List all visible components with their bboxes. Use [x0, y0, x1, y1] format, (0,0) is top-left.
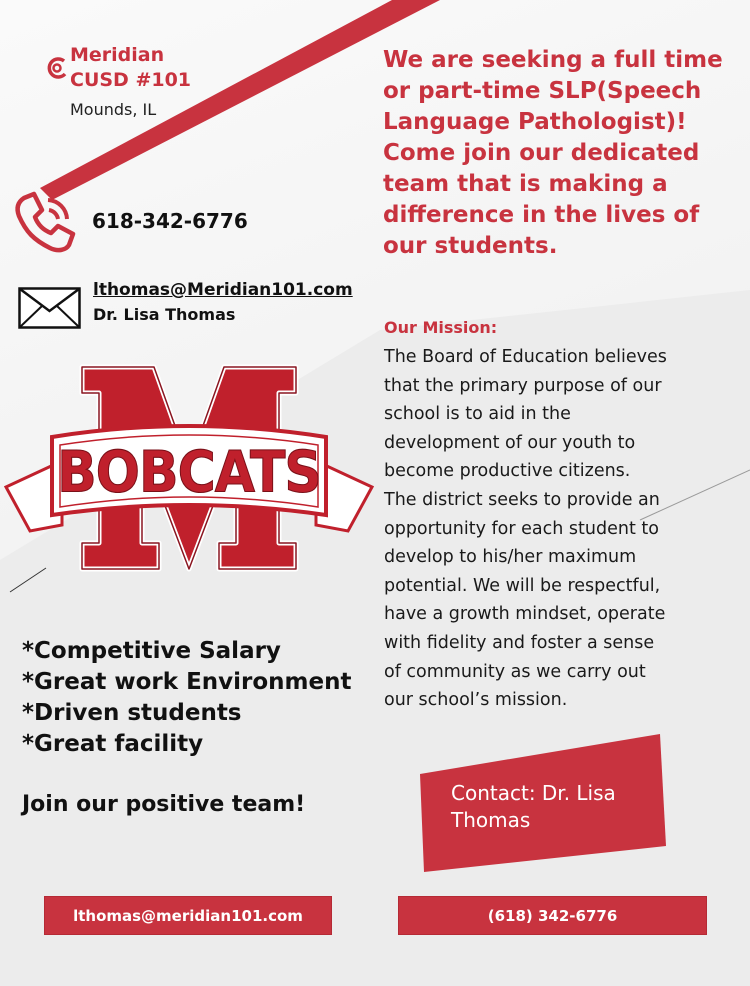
- headline-line: or part-time SLP(Speech: [383, 78, 702, 104]
- benefit-item: *Great facility: [22, 731, 204, 757]
- district-name-line2: CUSD #101: [70, 69, 192, 91]
- contact-name: Dr. Lisa Thomas: [93, 305, 236, 324]
- benefit-item: *Driven students: [22, 700, 242, 726]
- meridian-swirl-icon: [44, 55, 70, 81]
- mission-line: with fidelity and foster a sense: [384, 632, 655, 653]
- benefits-list: [22, 636, 351, 760]
- mission-line: school is to aid in the: [384, 404, 571, 425]
- bobcats-banner-text: BOBCATS: [57, 438, 321, 506]
- mission-line: The Board of Education believes: [384, 347, 667, 367]
- mission-line: develop to his/her maximum: [384, 547, 637, 568]
- headline-line: team that is making a: [383, 171, 668, 197]
- contact-box-text: [451, 780, 651, 834]
- phone-icon: [10, 190, 78, 258]
- mission-line: have a growth mindset, operate: [384, 604, 666, 625]
- email-button[interactable]: lthomas@meridian101.com: [44, 896, 332, 935]
- phone-number[interactable]: 618-342-6776: [92, 209, 248, 233]
- envelope-icon: [18, 287, 81, 329]
- mission-statement: [384, 343, 746, 715]
- bobcats-logo: [4, 355, 374, 585]
- mission-line: become productive citizens.: [384, 461, 631, 482]
- mission-line: that the primary purpose of our: [384, 375, 662, 396]
- district-name-line1: Meridian: [70, 44, 165, 66]
- headline-line: Come join our dedicated: [383, 140, 700, 166]
- join-team-text: Join our positive team!: [22, 792, 306, 817]
- contact-box-line1: Contact: Dr. Lisa: [451, 781, 616, 805]
- headline-line: Language Pathologist)!: [383, 109, 687, 135]
- mission-line: The district seeks to provide an: [384, 489, 660, 510]
- contact-box-line2: Thomas: [451, 808, 531, 832]
- mission-line: development of our youth to: [384, 432, 636, 453]
- email-link[interactable]: lthomas@Meridian101.com: [93, 280, 353, 300]
- mission-title: Our Mission:: [384, 318, 498, 337]
- district-name: [70, 43, 191, 93]
- phone-button[interactable]: (618) 342-6776: [398, 896, 707, 935]
- mission-line: our school’s mission.: [384, 690, 568, 711]
- headline-line: difference in the lives of: [383, 202, 700, 228]
- district-location: Mounds, IL: [70, 100, 157, 119]
- job-headline: [383, 45, 743, 262]
- benefit-item: *Competitive Salary: [22, 638, 281, 664]
- mission-line: of community as we carry out: [384, 661, 646, 682]
- headline-line: We are seeking a full time: [383, 47, 723, 73]
- mission-line: opportunity for each student to: [384, 518, 659, 539]
- mission-line: potential. We will be respectful,: [384, 575, 661, 596]
- headline-line: our students.: [383, 233, 558, 259]
- benefit-item: *Great work Environment: [22, 669, 352, 695]
